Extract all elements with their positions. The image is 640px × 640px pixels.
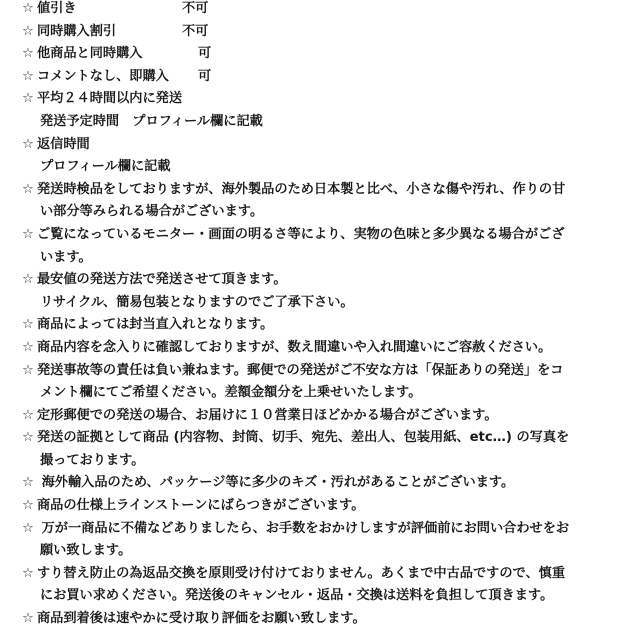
text-line: ☆ 返信時間 <box>22 134 634 157</box>
text-line: ☆ 商品内容を念入りに確認しておりますが、数え間違いや入れ間違いにご容赦ください。 <box>22 337 634 360</box>
policy-line-bundle-purchase <box>22 43 634 66</box>
star-icon: ☆ <box>22 498 34 514</box>
star-icon: ☆ <box>22 226 34 242</box>
star-icon: ☆ <box>22 475 34 491</box>
text-line: メント欄にてご希望ください。差額金額分を上乗せいたします。 <box>40 385 422 401</box>
policy-line-bundle-discount <box>22 21 634 44</box>
policy-value: 可 <box>198 68 212 84</box>
text-line: い部分等みられる場合がございます。 <box>40 204 264 220</box>
policy-label: コメントなし、即購入 <box>37 68 169 84</box>
star-icon: ☆ <box>22 339 34 355</box>
policy-value: 不可 <box>182 23 209 39</box>
star-icon: ☆ <box>22 91 34 107</box>
text-line: ☆ すり替え防止の為返品交換を原則受け付けておりません。あくまで中古品ですので、慎重 <box>22 563 634 586</box>
star-icon: ☆ <box>22 136 34 152</box>
policy-label: 他商品と同時購入 <box>37 46 143 62</box>
text-line: 願い致します。 <box>40 543 132 559</box>
star-icon: ☆ <box>22 23 34 39</box>
policy-line-instant-purchase <box>22 66 634 89</box>
star-icon: ☆ <box>22 430 34 446</box>
text-line: ☆ 発送事故等の責任は負い兼ねます。郵便での発送がご不安な方は「保証ありの発送」をコ <box>22 360 634 383</box>
text-line: プロフィール欄に記載 <box>40 159 171 175</box>
text-line: ☆ 最安値の発送方法で発送させて頂きます。 <box>22 269 634 292</box>
text-line: 撮っております。 <box>40 452 145 468</box>
text-line: にお買い求めください。発送後のキャンセル・返品・交換は送料を負担して頂きます。 <box>40 588 554 604</box>
star-icon: ☆ <box>22 317 34 333</box>
star-icon: ☆ <box>22 407 34 423</box>
star-icon: ☆ <box>22 181 34 197</box>
text-line: リサイクル、簡易包装となりますのでご了承下さい。 <box>40 294 354 310</box>
star-icon: ☆ <box>22 362 34 378</box>
star-icon: ☆ <box>22 520 34 536</box>
star-icon: ☆ <box>22 272 34 288</box>
text-line: ☆ 平均２４時間以内に発送 <box>22 88 634 111</box>
star-icon: ☆ <box>22 611 34 627</box>
text-line: ☆ 商品によっては封当直入れとなります。 <box>22 314 634 337</box>
text-line: ☆ 定形郵便での発送の場合、お届けに１０営業日ほどかかる場合がございます。 <box>22 405 634 428</box>
policy-document <box>22 0 634 631</box>
star-icon: ☆ <box>22 46 34 62</box>
text-line: ☆ 発送時検品をしておりますが、海外製品のため日本製と比べ、小さな傷や汚れ、作りの甘 <box>22 179 634 202</box>
star-icon: ☆ <box>22 565 34 581</box>
policy-label: 同時購入割引 <box>37 23 117 39</box>
text-line: ☆ ご覧になっているモニター・画面の明るさ等により、実物の色味と多少異なる場合がござ <box>22 224 634 247</box>
star-icon: ☆ <box>22 68 34 84</box>
policy-value: 可 <box>198 46 212 62</box>
text-line: 発送予定時間 プロフィール欄に記載 <box>40 113 263 129</box>
policy-label: 値引き <box>37 1 77 16</box>
text-line: います。 <box>40 249 92 265</box>
text-line: ☆ 商品の仕様上ラインストーンにばらつきがございます。 <box>22 495 634 518</box>
text-line: ☆ 海外輸入品のため、パッケージ等に多少のキズ・汚れがあることがございます。 <box>22 472 634 495</box>
text-line: ☆ 万が一商品に不備などありましたら、お手数をおかけしますが評価前にお問い合わせをお <box>22 518 634 541</box>
policy-value: 不可 <box>182 1 209 16</box>
policy-line-discount <box>22 0 634 21</box>
text-line: ☆ 発送の証拠として商品 (内容物、封筒、切手、宛先、差出人、包装用紙、etc…) の写真を <box>22 427 634 450</box>
text-line: ☆ 商品到着後は速やかに受け取り評価をお願い致します。 <box>22 608 634 631</box>
star-icon: ☆ <box>22 1 34 16</box>
